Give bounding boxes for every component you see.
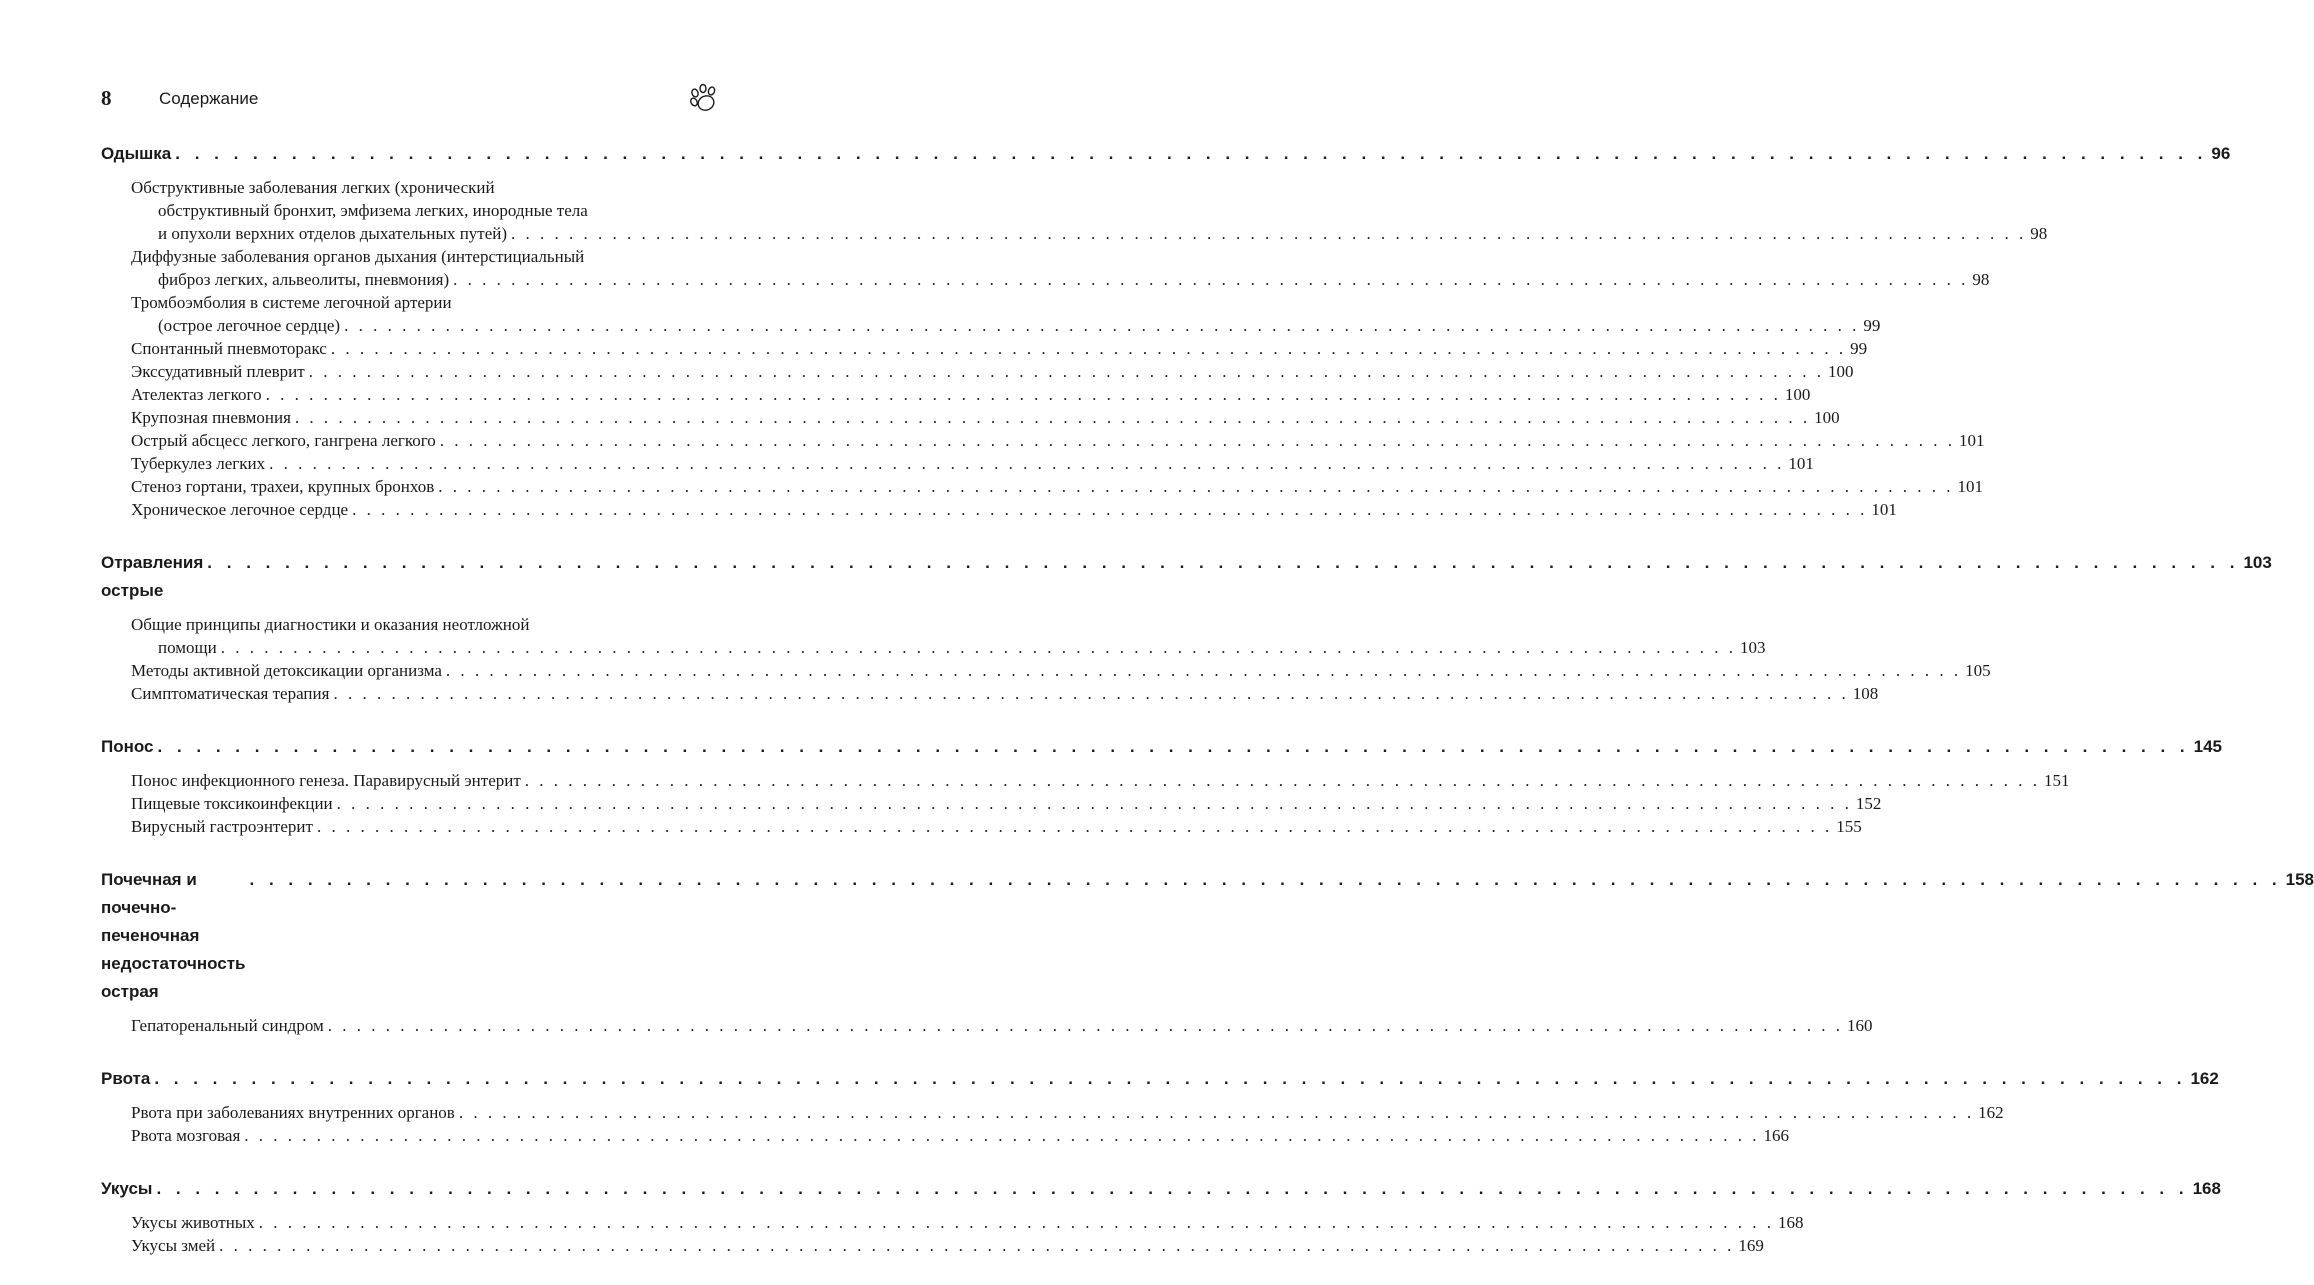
entry-page: 162 — [1978, 1103, 2004, 1122]
entry-page: 101 — [1871, 500, 1897, 519]
toc-entry[interactable] — [101, 815, 1862, 838]
leader-dots — [440, 429, 1955, 452]
toc-entry[interactable] — [101, 360, 1854, 383]
section-title: Почечная и почечно-печеночная недостаточность острая — [101, 870, 246, 1001]
leader-dots — [337, 792, 1852, 815]
leader-dots — [309, 360, 1824, 383]
toc-entry[interactable] — [101, 1234, 1764, 1257]
entry-page: 101 — [1959, 431, 1985, 450]
toc-entry[interactable] — [101, 659, 1991, 682]
page-header — [101, 82, 719, 118]
entry-page: 166 — [1763, 1126, 1790, 1145]
entry-page: 152 — [1855, 794, 1882, 813]
entry-text-line: Симптоматическая терапия — [131, 684, 330, 703]
section-page: 162 — [2190, 1069, 2219, 1088]
leader-dots — [459, 1101, 1974, 1124]
toc-entry[interactable] — [101, 769, 2070, 792]
leader-dots — [221, 638, 1736, 657]
toc-section — [101, 1175, 2221, 1257]
section-heading[interactable] — [101, 1065, 2219, 1093]
toc-section — [101, 140, 2231, 521]
running-title: Содержание — [159, 89, 259, 108]
section-title: Рвота — [101, 1069, 151, 1088]
section-page: 158 — [2285, 870, 2314, 889]
leader-dots — [259, 1211, 1774, 1234]
leader-dots — [352, 498, 1867, 521]
entry-text-line: Рвота при заболеваниях внутренних органов — [131, 1103, 455, 1122]
entry-text-line: Стеноз гортани, трахеи, крупных бронхов — [131, 477, 435, 496]
toc-section — [101, 866, 2314, 1037]
toc-entry[interactable] — [101, 406, 1840, 429]
leader-dots — [317, 815, 1832, 838]
section-title: Отравления острые — [101, 553, 204, 600]
leader-dots — [511, 224, 2026, 243]
leader-dots — [453, 270, 1968, 289]
table-of-contents — [101, 140, 2314, 1285]
leader-dots — [244, 1124, 1759, 1147]
entry-text-line: Ателектаз легкого — [131, 385, 262, 404]
entry-page: 155 — [1836, 817, 1862, 836]
entry-text-line: и опухоли верхних отделов дыхательных путей) — [158, 224, 508, 243]
entry-page: 100 — [1814, 408, 1840, 427]
leader-dots — [438, 475, 1953, 498]
toc-entry[interactable] — [101, 1211, 1804, 1234]
entry-text-line: Туберкулез легких — [131, 454, 266, 473]
entry-text-line: Вирусный гастроэнтерит — [131, 817, 313, 836]
leader-dots — [266, 383, 1781, 406]
entry-page: 151 — [2044, 771, 2070, 790]
toc-entry[interactable] — [101, 1101, 2004, 1124]
leader-dots — [158, 733, 2190, 761]
section-heading[interactable] — [101, 549, 2272, 605]
entry-page: 100 — [1784, 385, 1811, 404]
entry-text-line: Экссудативный плеврит — [131, 362, 305, 381]
entry-text-line: Острый абсцесс легкого, гангрена легкого — [131, 431, 436, 450]
entry-page: 101 — [1957, 477, 1984, 496]
leader-dots — [154, 1065, 2186, 1093]
toc-entry[interactable] — [101, 1124, 1790, 1147]
section-title: Укусы — [101, 1179, 153, 1198]
toc-entry[interactable] — [101, 383, 1811, 406]
section-title: Понос — [101, 737, 154, 756]
toc-section — [101, 1065, 2219, 1147]
toc-entry[interactable] — [101, 792, 1882, 815]
leader-dots — [333, 682, 1848, 705]
leader-dots — [295, 406, 1810, 429]
entry-text-line: обструктивный бронхит, эмфизема легких, инородные тела — [158, 201, 588, 220]
entry-page: 108 — [1852, 684, 1879, 703]
leader-dots — [328, 1014, 1843, 1037]
entry-page: 169 — [1738, 1236, 1764, 1255]
leader-dots — [207, 549, 2239, 577]
toc-entry[interactable] — [101, 498, 1897, 521]
toc-entry[interactable] — [101, 176, 2048, 245]
entry-text-line: Обструктивные заболевания легких (хронический — [131, 178, 495, 197]
entry-text-line: помощи — [158, 638, 217, 657]
toc-entry[interactable] — [101, 1014, 1873, 1037]
leader-dots — [344, 316, 1859, 335]
entry-text-line: Диффузные заболевания органов дыхания (интерстициальный — [131, 247, 585, 266]
page-number: 8 — [101, 86, 112, 110]
section-page: 103 — [2243, 553, 2272, 572]
toc-entry[interactable] — [101, 245, 1990, 291]
toc-entry[interactable] — [101, 613, 1766, 659]
entry-page: 103 — [1739, 638, 1766, 657]
entry-text-line: Укусы животных — [131, 1213, 255, 1232]
entry-page: 105 — [1965, 661, 1991, 680]
entry-text-line: Крупозная пневмония — [131, 408, 291, 427]
leader-dots — [156, 1175, 2188, 1203]
section-heading[interactable] — [101, 140, 2231, 168]
entry-text-line: Гепаторенальный синдром — [131, 1016, 324, 1035]
entry-text-line: фиброз легких, альвеолиты, пневмония) — [158, 270, 450, 289]
section-page: 96 — [2211, 144, 2231, 163]
section-page: 145 — [2193, 737, 2223, 756]
entry-text-line: Укусы змей — [131, 1236, 216, 1255]
leader-dots — [446, 659, 1961, 682]
leader-dots — [331, 337, 1846, 360]
section-page: 168 — [2192, 1179, 2221, 1198]
entry-text-line: Общие принципы диагностики и оказания неотложной — [131, 615, 530, 634]
entry-page: 160 — [1847, 1016, 1873, 1035]
leader-dots — [250, 866, 2282, 894]
entry-page: 99 — [1850, 339, 1868, 358]
leader-dots — [525, 769, 2040, 792]
section-heading[interactable] — [101, 866, 2314, 1006]
toc-entry[interactable] — [101, 682, 1879, 705]
toc-section — [101, 549, 2272, 705]
toc-entry[interactable] — [101, 291, 1881, 337]
entry-text-line: Спонтанный пневмоторакс — [131, 339, 327, 358]
entry-text-line: Рвота мозговая — [131, 1126, 241, 1145]
leader-dots — [219, 1234, 1734, 1257]
entry-page: 100 — [1827, 362, 1854, 381]
toc-entry[interactable] — [101, 452, 1814, 475]
toc-entry[interactable] — [101, 429, 1985, 452]
leader-dots — [175, 140, 2207, 168]
entry-text-line: Методы активной детоксикации организма — [131, 661, 442, 680]
entry-text-line: (острое легочное сердце) — [158, 316, 341, 335]
entry-page: 101 — [1788, 454, 1814, 473]
toc-section — [101, 733, 2223, 838]
entry-page: 168 — [1778, 1213, 1804, 1232]
section-heading[interactable] — [101, 1175, 2221, 1203]
entry-text-line: Хроническое легочное сердце — [131, 500, 349, 519]
section-heading[interactable] — [101, 733, 2223, 761]
entry-text-line: Пищевые токсикоинфекции — [131, 794, 333, 813]
paw-icon — [685, 82, 719, 116]
entry-text-line: Тромбоэмболия в системе легочной артерии — [131, 293, 452, 312]
toc-entry[interactable] — [101, 337, 1868, 360]
entry-page: 98 — [1972, 270, 1990, 289]
leader-dots — [269, 452, 1784, 475]
section-title: Одышка — [101, 144, 172, 163]
entry-page: 99 — [1863, 316, 1881, 335]
toc-entry[interactable] — [101, 475, 1984, 498]
entry-page: 98 — [2030, 224, 2048, 243]
entry-text-line: Понос инфекционного генеза. Паравирусный энтерит — [131, 771, 521, 790]
